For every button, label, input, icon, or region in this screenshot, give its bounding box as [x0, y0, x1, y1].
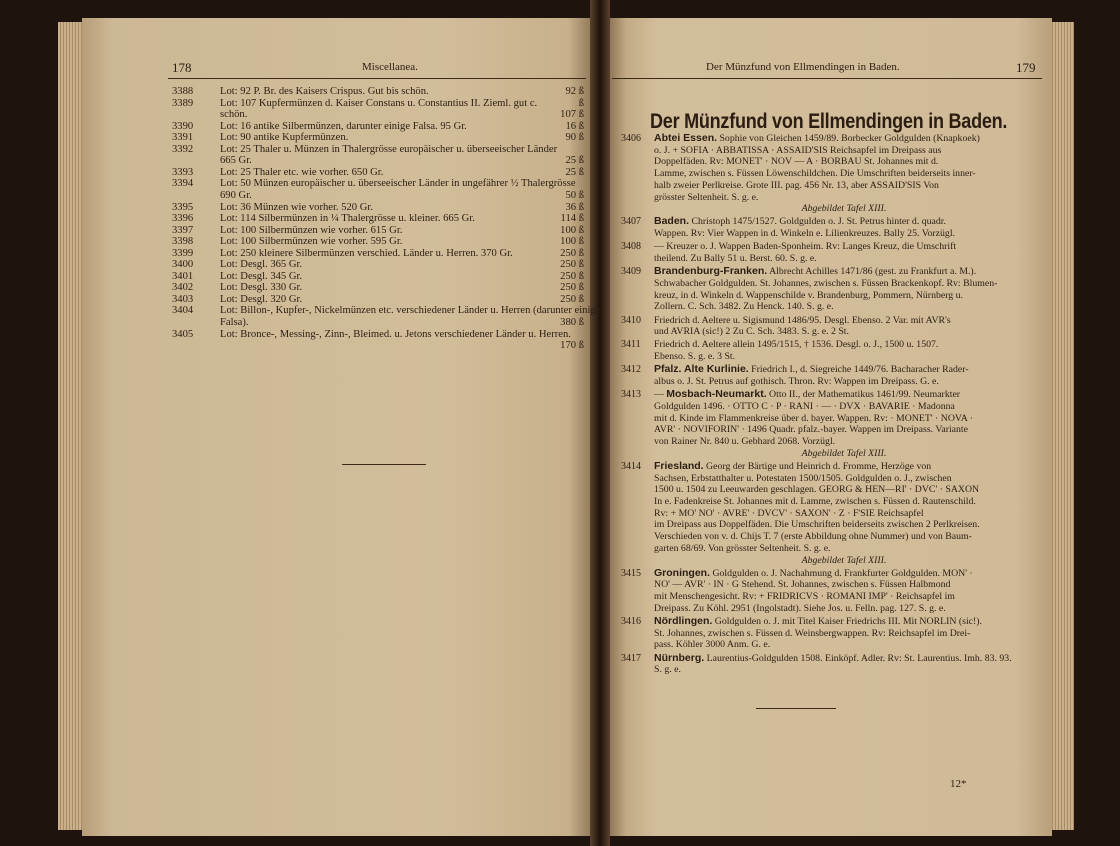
lot-row: [172, 213, 584, 225]
catalog-entry: [621, 215, 1034, 240]
lot-row: [172, 98, 584, 110]
lot-row: [172, 132, 584, 144]
lot-row: [172, 317, 584, 329]
page-edges-left: [58, 22, 84, 830]
entry-line: Doppelfäden. Rv: MONET' · NOV — A · BORBAU St. Johannes mit d.: [654, 156, 939, 168]
entry-line: Brandenburg-Franken. Albrecht Achilles 1471/86 (gest. zu Frankfurt a. M.).: [654, 265, 977, 278]
right-page-number: 179: [1016, 60, 1036, 75]
lot-text: schön.: [220, 109, 248, 121]
lot-number: 3395: [172, 201, 194, 213]
catalog-entry: [621, 314, 1034, 338]
lot-price: ß: [578, 97, 584, 109]
entry-line: Ebenso. S. g. e. 3 St.: [654, 351, 736, 363]
lot-row: [172, 271, 584, 283]
lot-text: Lot: Desgl. 345 Gr.: [220, 270, 303, 282]
lot-text: Lot: 100 Silbermünzen wie vorher. 595 Gr.: [220, 236, 403, 248]
entry-number: 3406: [621, 133, 641, 144]
lot-price: 36 ß: [565, 201, 584, 213]
lot-text: 690 Gr.: [220, 189, 252, 201]
lot-price: 250 ß: [560, 259, 584, 271]
catalog-entry: [621, 241, 1034, 264]
entry-line: Schwabacher Goldgulden. St. Johannes, zwischen s. Füssen Brackenkopf. Rv: Blumen-: [654, 277, 998, 289]
left-page-number: 178: [172, 60, 192, 75]
plate-caption: Abgebildet Tafel XIII.: [801, 554, 887, 566]
entry-line: Nördlingen. Goldgulden o. J. mit Titel Kaiser Friedrichs III. Mit NORLIN (sic!).: [654, 615, 983, 627]
lot-row: [172, 202, 584, 214]
lot-number: 3388: [172, 86, 194, 97]
entry-line: Friedrich d. Aeltere allein 1495/1515, † 1536. Desgl. o. J., 1500 u. 1507.: [654, 339, 939, 351]
lot-row: [172, 294, 584, 306]
section-title: Der Münzfund von Ellmendingen in Baden.: [650, 110, 1008, 133]
entry-line: kreuz, in d. Winkeln d. Wappenschilde v. Brandenburg, Pommern, Nürnberg u.: [654, 289, 963, 301]
lot-price: 100 ß: [560, 236, 584, 248]
lot-number: 3394: [172, 178, 194, 190]
lot-row: [172, 121, 584, 133]
entry-line: In e. Fadenkreise St. Johannes mit d. Lamme, zwischen s. Füssen d. Rautenschild.: [654, 496, 976, 507]
entry-line: — Kreuzer o. J. Wappen Baden-Sponheim. Rv: Langes Kreuz, die Umschrift: [654, 241, 957, 253]
lot-row: [172, 144, 584, 156]
entry-number: 3416: [621, 616, 641, 627]
left-head-rule: [168, 78, 586, 79]
lot-row: [172, 167, 584, 179]
lot-text: Lot: 100 Silbermünzen wie vorher. 615 Gr.: [220, 224, 403, 236]
lot-text: Lot: 36 Münzen wie vorher. 520 Gr.: [220, 201, 373, 213]
entry-line: — Mosbach-Neumarkt. Otto II., der Mathematikus 1461/99. Neumarkter: [654, 388, 961, 401]
lot-price: 92 ß: [565, 86, 584, 97]
lot-price: 25 ß: [565, 155, 584, 167]
entry-number: 3409: [621, 266, 641, 278]
entry-line: Baden. Christoph 1475/1527. Goldgulden o. J. St. Petrus hinter d. quadr.: [654, 215, 946, 228]
lot-price: 250 ß: [560, 293, 584, 305]
lot-text: Lot: Desgl. 320 Gr.: [220, 293, 303, 305]
lot-price: 250 ß: [560, 247, 584, 259]
lot-number: 3402: [172, 282, 194, 294]
lot-number: 3396: [172, 213, 194, 225]
entry-line: albus o. J. St. Petrus auf gothisch. Thron. Rv: Wappen im Dreipass. G. e.: [654, 376, 939, 387]
lot-row: [172, 236, 584, 248]
book-gutter: [590, 0, 610, 846]
lot-row: [172, 329, 584, 341]
entry-line: Wappen. Rv: Vier Wappen in d. Winkeln e. Lilienkreuzes. Bally 25. Vorzügl.: [654, 228, 955, 240]
entry-number: 3408: [621, 241, 641, 253]
lot-number: 3392: [172, 143, 194, 155]
entry-line: St. Johannes, zwischen s. Füssen d. Weinsbergwappen. Rv: Reichsapfel im Drei-: [654, 627, 971, 639]
entry-line: mit Menschengesicht. Rv: + FRIDRICVS · ROMANI IMP' · Reichsapfel im: [654, 591, 955, 603]
entry-line: NO' — AVR' · IN · G Stehend. St. Johannes, zwischen s. Füssen Halbmond: [654, 579, 951, 591]
lot-text: 665 Gr.: [220, 155, 252, 167]
entry-line: grösster Seltenheit. S. g. e.: [654, 191, 759, 203]
lot-text: Lot: 50 Münzen europäischer u. überseeischer Länder in ungefährer ½ Thalergrösse: [220, 178, 576, 190]
entry-line: halb zweier Perlkreise. Grote III. pag. 456 Nr. 13, aber ASSAID'SIS Von: [654, 179, 939, 191]
catalog-entry: [621, 566, 1034, 615]
entry-line: Zollern. C. Sch. 3482. Zu Henck. 140. S. g. e.: [654, 301, 834, 313]
lot-price: 107 ß: [560, 109, 584, 121]
lot-text: Lot: 90 antike Kupfermünzen.: [220, 132, 349, 144]
entry-number: 3414: [621, 460, 641, 472]
plate-caption: Abgebildet Tafel XIII.: [801, 203, 887, 215]
lot-text: Lot: 107 Kupfermünzen d. Kaiser Constans u. Constantius II. Zieml. gut c.: [220, 97, 538, 109]
entry-line: Lamme, zwischen s. Füssen Löwenschildchen. Die Umschriften beiderseits inner-: [654, 168, 976, 180]
lot-row: [172, 305, 601, 317]
entry-line: Nürnberg. Laurentius-Goldgulden 1508. Einköpf. Adler. Rv: St. Laurentius. Imh. 83. 93.: [654, 651, 1012, 664]
entry-line: Verschieden von v. d. Chijs T. 7 (erste Abbildung ohne Nummer) und von Baum-: [654, 531, 972, 543]
lot-number: 3400: [172, 259, 194, 271]
lot-number: 3393: [172, 166, 194, 178]
lot-price: 50 ß: [565, 189, 584, 201]
entry-line: AVR' · NOVIFORIN' · 1496 Quadr. pfalz.-bayer. Wappen im Dreipass. Variante: [654, 424, 969, 436]
entry-line: im Dreipass aus Doppelfäden. Die Umschriften beiderseits zwischen 2 Perlkreisen.: [654, 519, 980, 531]
lot-number: 3390: [172, 120, 194, 132]
entry-line: mit d. Kinde im Flammenkreise über d. bayer. Wappen. Rv: · MONET' · NOVA ·: [654, 412, 973, 424]
entry-number: 3413: [621, 389, 641, 401]
left-running-head: Miscellanea.: [362, 61, 418, 73]
lot-row: [172, 282, 584, 294]
lot-text: Lot: 92 P. Br. des Kaisers Crispus. Gut bis schön.: [220, 86, 429, 97]
entry-line: Abtei Essen. Sophie von Gleichen 1459/89. Borbecker Goldgulden (Knapkoek): [654, 132, 980, 144]
lot-price: 25 ß: [565, 166, 584, 178]
entry-line: 1500 u. 1504 zu Leeuwarden geschlagen. GEORG & HEN—RI' · DVC' · SAXON: [654, 484, 980, 496]
entry-line: Goldgulden 1496. · OTTO C · P · RANI · — · DVX · BAVARIE · Madonna: [654, 400, 955, 412]
lot-row: [172, 340, 584, 352]
lot-number: 3398: [172, 236, 194, 248]
entry-line: garten 68/69. Von grösster Seltenheit. S. g. e.: [654, 542, 831, 554]
lot-text: Lot: Desgl. 330 Gr.: [220, 282, 303, 294]
right-head-rule: [612, 78, 1042, 79]
catalog-entry: [621, 265, 1034, 313]
lot-row: [172, 86, 584, 98]
catalog-entry: [621, 339, 1034, 363]
catalog-entry: [621, 459, 1034, 566]
entry-number: 3411: [621, 339, 641, 351]
right-running-head: Der Münzfund von Ellmendingen in Baden.: [706, 61, 900, 73]
lot-price: 250 ß: [560, 282, 584, 294]
catalog-entry: [621, 651, 1034, 676]
entry-line: Pfalz. Alte Kurlinie. Friedrich I., d. Siegreiche 1449/76. Bacharacher Rader-: [654, 363, 969, 376]
entry-number: 3415: [621, 567, 641, 579]
entry-line: und AVRIA (sic!) 2 Zu C. Sch. 3483. S. g. e. 2 St.: [654, 326, 849, 338]
entry-number: 3410: [621, 314, 641, 326]
lot-row: [172, 190, 584, 202]
catalog-entry: [621, 132, 1034, 215]
entry-line: Rv: + MO' NO' · AVRE' · DVCV' · SAXON' · Z · F'SIE Reichsapfel: [654, 507, 924, 519]
lot-text: Lot: 114 Silbermünzen in ¼ Thalergrösse u. kleiner. 665 Gr.: [220, 213, 475, 225]
entry-number: 3417: [621, 652, 641, 664]
lot-number: 3403: [172, 293, 194, 305]
lot-text: Falsa).: [220, 317, 249, 328]
lot-row: [172, 155, 584, 167]
lot-row: [172, 109, 584, 121]
lot-text: Lot: 16 antike Silbermünzen, darunter einige Falsa. 95 Gr.: [220, 120, 467, 132]
left-end-rule: [342, 464, 426, 465]
entry-line: theilend. Zu Bally 51 u. Berst. 60. S. g. e.: [654, 253, 817, 264]
right-end-rule: [756, 708, 836, 709]
lot-text: Lot: 250 kleinere Silbermünzen verschied. Länder u. Herren. 370 Gr.: [220, 247, 513, 259]
lot-number: 3404: [172, 305, 194, 317]
entry-number: 3407: [621, 216, 641, 228]
entry-line: Groningen. Goldgulden o. J. Nachahmung d. Frankfurter Goldgulden. MON' ·: [654, 566, 973, 579]
entry-line: o. J. + SOFIA · ABBATISSA · ASSAID'SIS Reichsapfel im Dreipass aus: [654, 144, 942, 156]
lot-number: 3389: [172, 97, 194, 109]
entry-line: Friedrich d. Aeltere u. Sigismund 1486/95. Desgl. Ebenso. 2 Var. mit AVR's: [654, 314, 951, 326]
lot-row: [172, 248, 584, 260]
lot-number: 3399: [172, 247, 194, 259]
signature-mark: 12*: [950, 778, 967, 790]
lot-price: 380 ß: [560, 317, 584, 328]
lot-row: [172, 259, 584, 271]
plate-caption: Abgebildet Tafel XIII.: [801, 447, 887, 459]
lot-text: Lot: Bronce-, Messing-, Zinn-, Bleimed. u. Jetons verschiedener Länder u. Herren.: [220, 328, 571, 340]
entry-line: pass. Köhler 3000 Anm. G. e.: [654, 639, 771, 651]
catalog-entry: [621, 363, 1034, 387]
entry-line: Dreipass. Zu Köhl. 2951 (Ingolstadt). Siehe Jos. u. Felln. pag. 127. S. g. e.: [654, 602, 946, 614]
lot-price: 100 ß: [560, 224, 584, 236]
lot-price: 114 ß: [560, 213, 584, 225]
page-edges-right: [1050, 22, 1074, 830]
lot-price: 90 ß: [565, 132, 584, 144]
lot-price: 250 ß: [560, 270, 584, 282]
lot-text: Lot: Billon-, Kupfer-, Nickelmünzen etc. verschiedener Länder u. Herren (darunter einige: [220, 305, 601, 317]
lot-number: 3391: [172, 132, 194, 144]
entry-line: Sachsen, Erbstatthalter u. Potestaten 1500/1505. Goldgulden o. J., zwischen: [654, 472, 952, 484]
entry-line: S. g. e.: [654, 664, 681, 676]
lot-text: Lot: 25 Thaler u. Münzen in Thalergrösse europäischer u. überseeischer Länder: [220, 143, 558, 155]
catalog-entry: [621, 615, 1034, 651]
entry-line: Friesland. Georg der Bärtige und Heinrich d. Fromme, Herzöge von: [654, 459, 932, 472]
lot-row: [172, 225, 584, 237]
lot-price: 16 ß: [565, 120, 584, 132]
lot-price: 170 ß: [560, 340, 584, 352]
entry-number: 3412: [621, 364, 641, 376]
lot-number: 3397: [172, 224, 194, 236]
lot-text: Lot: Desgl. 365 Gr.: [220, 259, 303, 271]
catalog-entry: [621, 388, 1034, 459]
lot-number: 3405: [172, 328, 194, 340]
lot-number: 3401: [172, 270, 194, 282]
entry-line: von Rainer Nr. 840 u. Gebhard 2068. Vorzügl.: [654, 436, 836, 447]
lot-row: [172, 178, 584, 190]
lot-text: Lot: 25 Thaler etc. wie vorher. 650 Gr.: [220, 166, 384, 178]
